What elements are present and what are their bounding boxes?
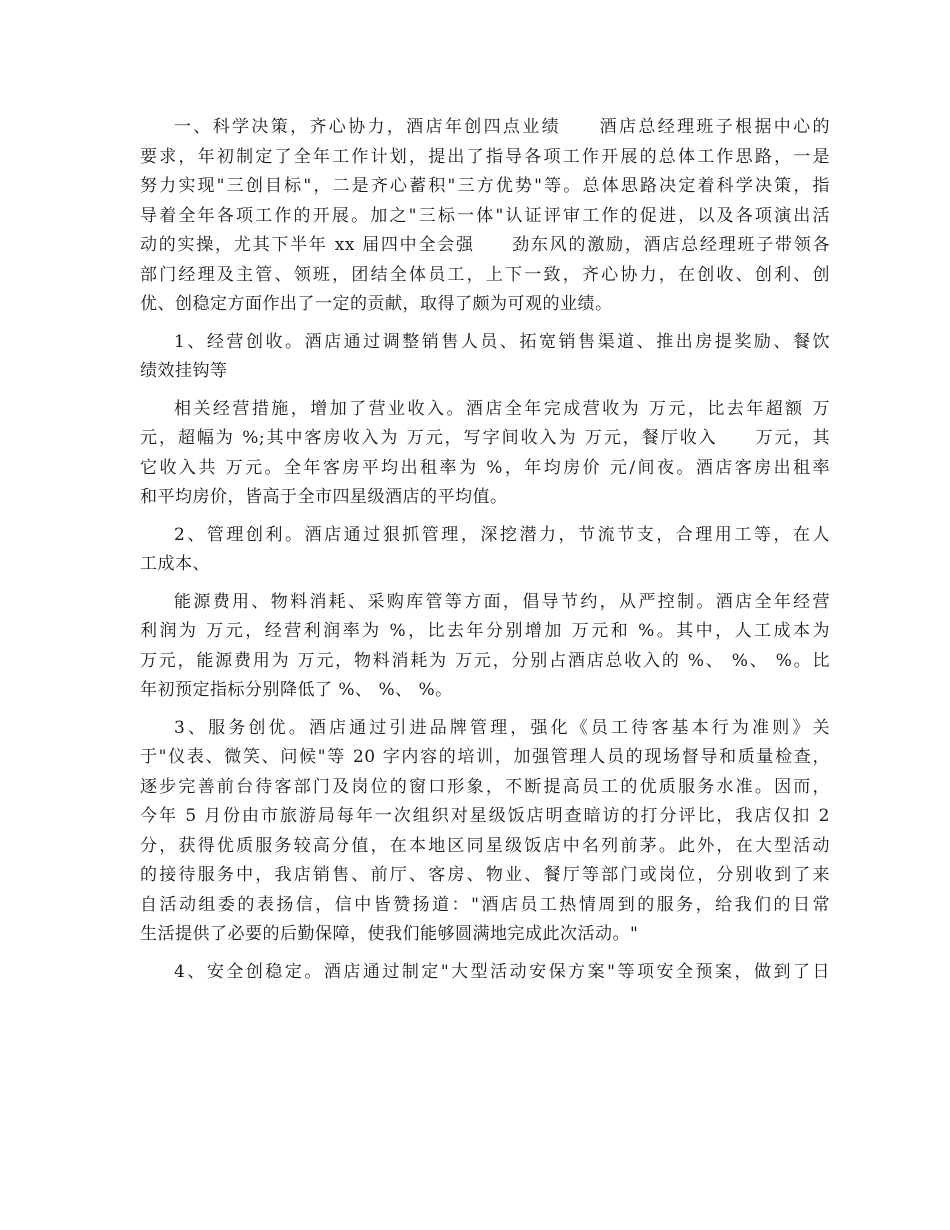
text-line: 1、经营创收。酒店通过调整销售人员、拓宽销售渠道、推出房提奖励、餐饮	[174, 331, 830, 352]
paragraph-gap	[140, 513, 830, 521]
paragraph-gap	[140, 320, 830, 328]
text-line: 它收入共 万元。全年客房平均出租率为 %，年均房价 元/间夜。酒店客房出租率	[140, 457, 830, 478]
text-line: 一、科学决策，齐心协力，酒店年创四点业绩 酒店总经理班子根据中心的	[174, 117, 830, 137]
paragraph-gap	[140, 387, 830, 395]
text-line: 今年 5 月份由市旅游局每年一次组织对星级饭店明查暗访的打分评比，我店仅扣 2	[140, 806, 830, 826]
text-line: 能源费用、物料消耗、采购库管等方面，倡导节约，从严控制。酒店全年经营	[174, 591, 830, 612]
text-line: 2、管理创利。酒店通过狠抓管理，深挖潜力，节流节支，合理用工等，在人	[174, 524, 830, 545]
paragraph-gap	[140, 950, 830, 958]
document-body	[140, 113, 830, 987]
text-line: 相关经营措施，增加了营业收入。酒店全年完成营收为 万元，比去年超额 万	[174, 398, 830, 419]
text-line: 的接待服务中，我店销售、前厅、客房、物业、餐厅等部门或岗位，分别收到了来	[140, 865, 830, 885]
text-line: 动的实操，尤其下半年 xx 届四中全会强 劲东风的激励，酒店总经理班子带领各	[140, 235, 830, 255]
text-line: 工成本、	[140, 554, 210, 574]
text-line: 于"仪表、微笑、问候"等 20 字内容的培训，加强管理人员的现场督导和质量检查，	[140, 747, 830, 767]
text-line: 部门经理及主管、领班，团结全体员工，上下一致，齐心协力，在创收、创利、创	[140, 264, 830, 285]
text-line: 绩效挂钩等	[140, 361, 228, 381]
text-line: 生活提供了必要的后勤保障，使我们能够圆满地完成此次活动。"	[140, 924, 639, 944]
text-line: 优、创稳定方面作出了一定的贡献，取得了颇为可观的业绩。	[140, 294, 613, 314]
text-line: 逐步完善前台待客部门及岗位的窗口形象，不断提高员工的优质服务水准。因而，	[140, 776, 830, 797]
text-line: 要求，年初制定了全年工作计划，提出了指导各项工作开展的总体工作思路，一是	[140, 146, 830, 167]
text-line: 利润为 万元，经营利润率为 %，比去年分别增加 万元和 %。其中，人工成本为	[140, 621, 830, 641]
text-line: 万元，能源费用为 万元，物料消耗为 万元，分别占酒店总收入的 %、 %、 %。比	[140, 650, 830, 671]
text-line: 3、服务创优。酒店通过引进品牌管理，强化《员工待客基本行为准则》关	[174, 717, 830, 738]
paragraph-gap	[140, 706, 830, 714]
text-line: 和平均房价，皆高于全市四星级酒店的平均值。	[140, 487, 508, 507]
text-line: 元，超幅为 %;其中客房收入为 万元，写字间收入为 万元，餐厅收入 万元，其	[140, 428, 830, 448]
paragraph-gap	[140, 580, 830, 588]
text-line: 分，获得优质服务较高分值，在本地区同星级饭店中名列前茅。此外，在大型活动	[140, 835, 830, 856]
text-line: 年初预定指标分别降低了 %、 %、 %。	[140, 680, 453, 700]
text-line: 自活动组委的表扬信，信中皆赞扬道："酒店员工热情周到的服务，给我们的日常	[140, 894, 830, 915]
text-line: 4、安全创稳定。酒店通过制定"大型活动安保方案"等项安全预案，做到了日	[174, 961, 830, 982]
text-line: 努力实现"三创目标"，二是齐心蓄积"三方优势"等。总体思路决定着科学决策，指	[140, 176, 830, 196]
text-line: 导着全年各项工作的开展。加之"三标一体"认证评审工作的促进，以及各项演出活	[140, 205, 830, 226]
